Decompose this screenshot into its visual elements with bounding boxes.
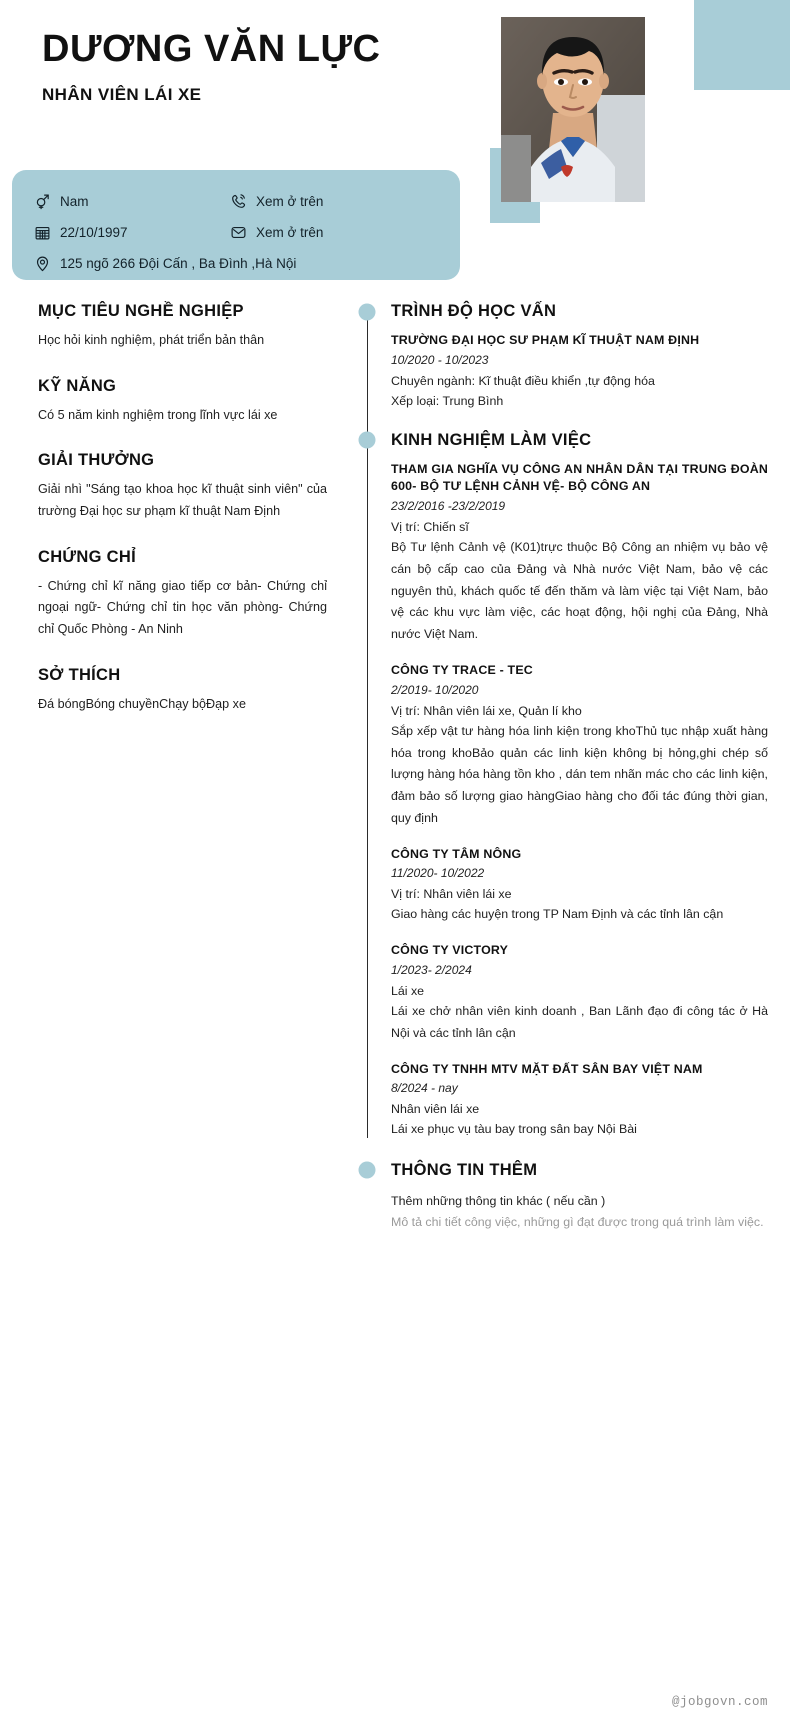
section-education	[355, 302, 768, 411]
timeline-dot-icon	[359, 303, 376, 320]
entry-date: 1/2023- 2/2024	[391, 962, 472, 977]
entry-title: CÔNG TY TÂM NÔNG	[391, 846, 522, 861]
entry-major: Chuyên ngành: Kĩ thuật điều khiển ,tự động hóa	[391, 373, 655, 388]
section-heading: TRÌNH ĐỘ HỌC VẤN	[391, 302, 557, 320]
entry-position: Nhân viên lái xe	[391, 1102, 480, 1117]
education-heading-row	[391, 302, 768, 321]
timeline-dot-icon	[359, 1162, 376, 1179]
section-body: Học hỏi kinh nghiệm, phát triển bản thân	[38, 333, 265, 347]
phone-icon	[230, 193, 247, 210]
contact-phone	[230, 193, 323, 210]
entry-description: Lái xe chở nhân viên kinh doanh , Ban Lãnh đạo đi công tác ở Hà Nội và các tỉnh lân cận	[391, 1003, 768, 1040]
experience-entry	[391, 942, 768, 1044]
section-career-objective	[38, 302, 327, 352]
entry-date: 10/2020 - 10/2023	[391, 352, 489, 367]
contact-email	[230, 224, 323, 241]
additional-entry	[391, 1191, 768, 1234]
experience-entry	[391, 662, 768, 830]
experience-heading-row	[391, 431, 768, 450]
contact-phone-value: Xem ở trên	[256, 194, 324, 209]
page-title: DƯƠNG VĂN LỰC	[42, 28, 381, 70]
contact-card	[12, 170, 460, 280]
timeline-dot-icon	[359, 432, 376, 449]
section-body: Đá bóngBóng chuyềnChạy bộĐạp xe	[38, 696, 246, 711]
section-heading: SỞ THÍCH	[38, 665, 121, 684]
entry-title: THAM GIA NGHĨA VỤ CÔNG AN NHÂN DÂN TẠI TRUNG ĐOÀN 600- BỘ TƯ LỆNH CẢNH VỆ- BỘ CÔNG AN	[391, 461, 768, 494]
section-skills	[38, 377, 327, 427]
contact-gender-value: Nam	[60, 194, 89, 209]
section-heading: KỸ NĂNG	[38, 376, 117, 395]
entry-date: 11/2020- 10/2022	[391, 866, 485, 881]
contact-birthday-value: 22/10/1997	[60, 225, 128, 240]
right-column	[355, 302, 790, 1250]
contact-row-1	[34, 186, 438, 217]
name-block	[42, 28, 380, 105]
envelope-icon	[230, 224, 247, 241]
contact-gender	[34, 193, 230, 210]
entry-date: 2/2019- 10/2020	[391, 682, 479, 697]
entry-description: Lái xe phục vụ tàu bay trong sân bay Nội Bài	[391, 1122, 637, 1137]
section-experience	[355, 431, 768, 1141]
entry-description: Sắp xếp vật tư hàng hóa linh kiện trong khoThủ tục nhập xuất hàng hóa trong khoBảo quản các linh kiện không bị hỏng,ghi chép số lượng hàng hóa hàng tồn kho , dán tem nhãn mác cho các linh kiện, đảm bảo số lượng giao hàngGiao hàng cho đối tác đúng thời gian, quy định	[391, 723, 768, 825]
section-body: Có 5 năm kinh nghiệm trong lĩnh vực lái xe	[38, 407, 278, 422]
entry-date: 8/2024 - nay	[391, 1081, 458, 1096]
entry-position: Lái xe	[391, 983, 425, 998]
experience-entry	[391, 1061, 768, 1141]
section-heading: MỤC TIÊU NGHỀ NGHIỆP	[38, 302, 244, 320]
entry-date: 23/2/2016 -23/2/2019	[391, 498, 506, 513]
entry-title: CÔNG TY VICTORY	[391, 943, 509, 958]
location-pin-icon	[34, 255, 51, 272]
contact-row-3	[34, 248, 438, 279]
profile-photo-image	[501, 17, 645, 202]
additional-line-2: Mô tả chi tiết công việc, những gì đạt được trong quá trình làm việc.	[391, 1215, 764, 1230]
entry-position: Vị trí: Chiến sĩ	[391, 519, 469, 534]
contact-birthday	[34, 224, 230, 241]
section-hobbies	[38, 666, 327, 716]
left-column	[0, 302, 355, 740]
entry-position: Vị trí: Nhân viên lái xe, Quản lí kho	[391, 703, 582, 718]
calendar-icon	[34, 224, 51, 241]
contact-email-value: Xem ở trên	[256, 225, 324, 240]
section-heading: GIẢI THƯỞNG	[38, 451, 155, 470]
experience-entry	[391, 846, 768, 926]
section-heading: CHỨNG CHỈ	[38, 547, 136, 566]
section-certificates	[38, 548, 327, 641]
additional-line-1: Thêm những thông tin khác ( nếu cần )	[391, 1193, 606, 1208]
section-body: - Chứng chỉ kĩ năng giao tiếp cơ bản- Chứng chỉ ngoại ngữ- Chứng chỉ tin học văn phòng- Chứng chỉ Quốc Phòng - An Ninh	[38, 578, 327, 636]
job-title: NHÂN VIÊN LÁI XE	[42, 84, 202, 104]
watermark: @jobgovn.com	[671, 1695, 768, 1709]
gender-male-icon	[34, 193, 51, 210]
cv-header	[0, 0, 790, 290]
entry-title: TRƯỜNG ĐẠI HỌC SƯ PHẠM KĨ THUẬT NAM ĐỊNH	[391, 333, 700, 347]
contact-row-2	[34, 217, 438, 248]
entry-position: Vị trí: Nhân viên lái xe	[391, 887, 512, 902]
entry-description: Giao hàng các huyện trong TP Nam Định và các tỉnh lân cận	[391, 907, 724, 922]
additional-heading-row	[391, 1161, 768, 1180]
cv-body	[0, 290, 790, 1250]
section-heading: KINH NGHIỆM LÀM VIỆC	[391, 430, 592, 449]
section-additional-info	[355, 1161, 768, 1234]
decorative-square-top-right	[694, 0, 790, 90]
entry-title: CÔNG TY TNHH MTV MẶT ĐẤT SÂN BAY VIỆT NAM	[391, 1061, 703, 1076]
entry-description: Bộ Tư lệnh Cảnh vệ (K01)trực thuộc Bộ Công an nhiệm vụ bảo vệ cán bộ cấp cao của Đảng và Nhà nước Việt Nam, bảo vệ các nguyên thủ, khách quốc tế đến thăm và làm việc tại Việt Nam, bảo vệ các khu vực làm việc, các hoạt động, hội nghị của Đảng, Nhà nước Việt Nam.	[391, 539, 768, 642]
section-body: Giải nhì "Sáng tạo khoa học kĩ thuật sinh viên" của trường Đại học sư phạm kĩ thuật Nam Định	[38, 482, 327, 518]
experience-entry	[391, 461, 768, 646]
entry-title: CÔNG TY TRACE - TEC	[391, 663, 533, 678]
education-entry	[391, 332, 768, 411]
entry-grade: Xếp loại: Trung Bình	[391, 393, 504, 408]
contact-address-value: 125 ngõ 266 Đội Cấn , Ba Đình ,Hà Nội	[60, 256, 297, 271]
profile-photo	[501, 17, 645, 202]
contact-address	[34, 255, 296, 272]
section-awards	[38, 451, 327, 522]
section-heading: THÔNG TIN THÊM	[391, 1160, 538, 1179]
